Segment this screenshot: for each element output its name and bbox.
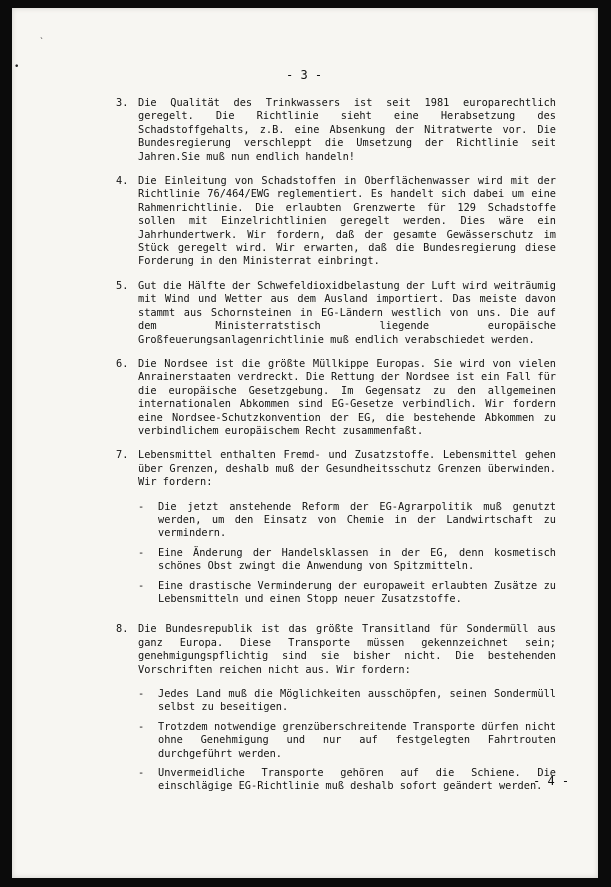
item-number: 4.: [116, 175, 129, 188]
item-text: Die Einleitung von Schadstoffen in Oberflächenwasser wird mit der Richtlinie 76/464/EWG reglementiert. Es handelt sich dabei um eine Rahmenrichtlinie. Die erlaubten Grenzwerte für 129 Schadstoffe sollen mit Einzelrichtlinien geregelt werden. Dies wäre ein Jahrhundertwerk. Wir fordern, daß der gesamte Gewässerschutz im Stück geregelt wird. Wir erwarten, daß die Bundesregierung diese Forderung in den Ministerrat einbringt.: [138, 175, 556, 268]
page-number: - 3 -: [286, 68, 323, 82]
list-item: [116, 623, 556, 799]
demand-item: - Eine drastische Verminderung der europaweit erlaubten Zusätze zu Lebensmitteln und einen Stopp neuer Zusatzstoffe.: [138, 579, 556, 605]
item-text: Gut die Hälfte der Schwefeldioxidbelastung der Luft wird weiträumig mit Wind und Wetter aus dem Ausland importiert. Das meiste davon stammt aus Schornsteinen in EG-Ländern westlich von uns. Die auf dem Ministerratstisch liegende europäische Großfeuerungsanlagenrichtlinie muß endlich verabschiedet werden.: [138, 279, 556, 346]
demand-text: Eine Änderung der Handelsklassen in der EG, denn kosmetisch schönes Obst zwingt die Anwendung von Spitzmitteln.: [158, 546, 556, 573]
document-page: [12, 8, 598, 878]
list-item: [116, 358, 556, 438]
item-number: 6.: [116, 357, 129, 370]
demand-text: Unvermeidliche Transporte gehören auf die Schiene. Die einschlägige EG-Richtlinie muß deshalb sofort geändert werden.: [158, 767, 556, 793]
item-number: 5.: [116, 279, 129, 292]
demand-item: - Unvermeidliche Transporte gehören auf die Schiene. Die einschlägige EG-Richtlinie muß deshalb sofort geändert werden.: [138, 767, 556, 793]
demand-item: - Eine Änderung der Handelsklassen in der EG, denn kosmetisch schönes Obst zwingt die Anwendung von Spitzmitteln.: [138, 546, 556, 573]
list-item: [116, 97, 556, 164]
list-item: [116, 280, 556, 347]
item-text: Lebensmittel enthalten Fremd- und Zusatzstoffe. Lebensmittel gehen über Grenzen, deshalb muß der Gesundheitsschutz Grenzen überwinden. Wir fordern:: [138, 449, 556, 489]
scan-speck: •: [14, 62, 20, 72]
demand-item: - Die jetzt anstehende Reform der EG-Agrarpolitik muß genutzt werden, um den Einsatz von Chemie in der Landwirtschaft zu vermindern.: [138, 500, 556, 540]
item-number: 7.: [116, 449, 129, 462]
list-item: [116, 449, 556, 612]
demand-item: - Jedes Land muß die Möglichkeiten ausschöpfen, seinen Sondermüll selbst zu beseitigen.: [138, 688, 556, 714]
item-number: 8.: [116, 623, 129, 636]
item-text: Die Bundesrepublik ist das größte Transitland für Sondermüll aus ganz Europa. Diese Transporte müssen gekennzeichnet sein; genehmigungspflichtig sind sie bisher nicht. Die bestehenden Vorschriften reichen nicht aus. Wir fordern:: [138, 623, 556, 676]
item-text: Die Qualität des Trinkwassers ist seit 1981 europarechtlich geregelt. Die Richtlinie sieht eine Herabsetzung des Schadstoffgehalts, z.B. eine Absenkung der Nitratwerte vor. Die Bundesregierung verschleppt die Umsetzung der Richtlinie seit Jahren.Sie muß nun endlich handeln!: [138, 97, 556, 163]
demand-text: Die jetzt anstehende Reform der EG-Agrarpolitik muß genutzt werden, um den Einsatz von Chemie in der Landwirtschaft zu vermindern.: [158, 500, 556, 540]
demand-text: Jedes Land muß die Möglichkeiten ausschöpfen, seinen Sondermüll selbst zu beseitigen.: [158, 688, 556, 714]
demand-item: - Trotzdem notwendige grenzüberschreitende Transporte dürfen nicht ohne Genehmigung und nur auf festgelegten Fahrtrouten durchgeführt werden.: [138, 720, 556, 760]
item-number: 3.: [116, 97, 129, 109]
demand-text: Trotzdem notwendige grenzüberschreitende Transporte dürfen nicht ohne Genehmigung und nur auf festgelegten Fahrtrouten durchgeführt werden.: [158, 720, 556, 760]
list-item: [116, 175, 556, 269]
item-text: Die Nordsee ist die größte Müllkippe Europas. Sie wird von vielen Anrainerstaaten verdreckt. Die Rettung der Nordsee ist ein Fall für die europäische Gesetzgebung. Im Gegensatz zu den allgemeinen internationalen Abkommen sind EG-Gesetze verbindlich. Wir fordern eine Nordsee-Schutzkonvention der EG, die bestehende Abkommen zu verbindlichem europäischem Recht zusammenfaßt.: [138, 357, 556, 437]
demand-list: [138, 688, 556, 794]
next-page-marker: - 4 -: [533, 774, 570, 788]
demand-text: Eine drastische Verminderung der europaweit erlaubten Zusätze zu Lebensmitteln und einen Stopp neuer Zusatzstoffe.: [158, 579, 556, 605]
numbered-list: [116, 97, 556, 811]
scan-speck: ˋ: [40, 37, 43, 47]
demand-list: [138, 501, 556, 607]
